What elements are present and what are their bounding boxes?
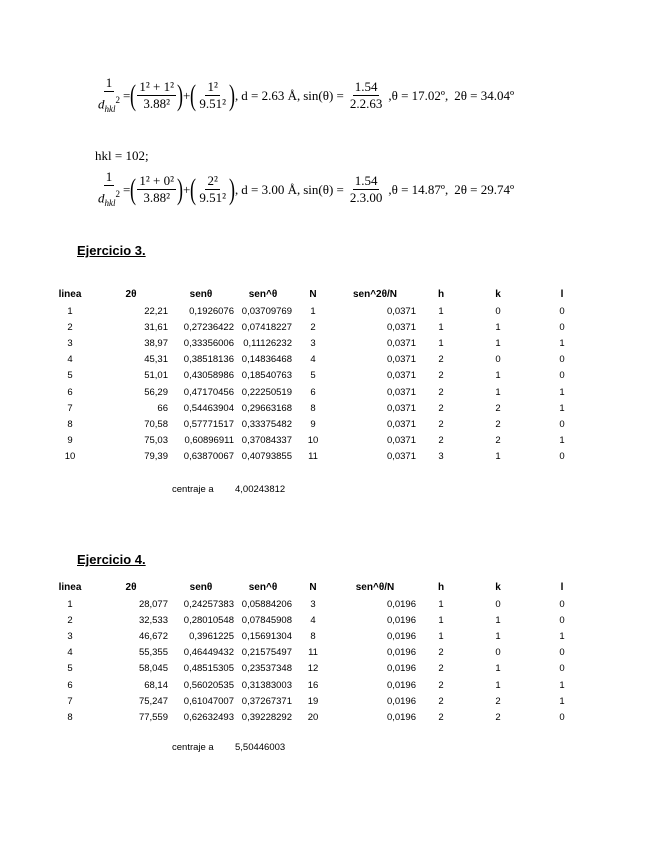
equals-sign: =: [123, 87, 131, 103]
cell-sen-theta: 0,62632493: [183, 711, 234, 723]
eq1-lhs-numerator: 1: [105, 75, 113, 90]
cell-l: 0: [559, 418, 565, 430]
cell-sen2-theta: 0,15691304: [241, 630, 292, 642]
cell-sen2-theta: 0,37084337: [241, 435, 292, 447]
cell-sen-theta: 0,27236422: [183, 321, 234, 333]
cell-linea: 5: [67, 370, 73, 382]
equation-2: [95, 170, 514, 210]
cell-k: 2: [495, 711, 501, 723]
cell-h: 2: [438, 435, 444, 447]
cell-sen2-theta-over-n: 0,0371: [386, 386, 416, 398]
cell-sen-theta: 0,43058986: [183, 370, 234, 382]
cell-h: 1: [438, 598, 444, 610]
cell-l: 1: [559, 695, 565, 707]
cell-sen-theta: 0,33356006: [183, 337, 234, 349]
col-header-2theta: 2θ: [125, 582, 137, 593]
cell-n: 11: [308, 451, 318, 463]
col-header-h: h: [437, 289, 445, 300]
eq1-theta-value: θ = 17.02º,: [391, 87, 449, 103]
cell-n: 4: [310, 354, 316, 366]
cell-2theta: 28,077: [138, 598, 168, 610]
table-row: [46, 677, 594, 693]
col-header-sen-theta: senθ: [189, 582, 213, 593]
cell-sen-theta: 0,24257383: [183, 598, 234, 610]
cell-2theta: 55,355: [138, 647, 168, 659]
col-header-sen-theta: senθ: [189, 289, 213, 300]
eq1-term1-denominator: 3.88²: [143, 96, 170, 112]
cell-l: 0: [559, 370, 565, 382]
col-header-sen2-theta-over-n: sen^θ/N: [355, 582, 395, 593]
cell-n: 1: [310, 305, 316, 317]
cell-sen2-theta: 0,33375482: [241, 418, 292, 430]
ejercicio-3-table: [46, 286, 594, 465]
right-paren: ): [176, 172, 183, 206]
col-header-linea: linea: [58, 289, 82, 300]
cell-k: 0: [495, 305, 501, 317]
table-row: [46, 352, 594, 368]
cell-sen-theta: 0,38518136: [183, 354, 234, 366]
table-row: [46, 628, 594, 644]
cell-l: 0: [559, 614, 565, 626]
cell-2theta: 75,03: [144, 435, 168, 447]
cell-l: 0: [559, 663, 565, 675]
cell-sen2-theta: 0,07418227: [241, 321, 292, 333]
eq2-sin-denominator: 2.3.00: [349, 190, 383, 206]
cell-sen2-theta-over-n: 0,0371: [386, 337, 416, 349]
cell-sen-theta: 0,28010548: [183, 614, 234, 626]
cell-h: 1: [438, 321, 444, 333]
eq2-lhs-numerator: 1: [105, 169, 113, 184]
eq1-term1-numerator: 1² + 1²: [139, 79, 174, 95]
cell-sen2-theta: 0,11126232: [243, 337, 292, 349]
eq1-sin-numerator: 1.54: [354, 79, 378, 95]
cell-n: 8: [310, 630, 316, 642]
cell-sen2-theta-over-n: 0,0371: [386, 402, 416, 414]
eq1-sin-fraction: [348, 80, 385, 111]
comma: ,: [296, 181, 301, 197]
table-row: [46, 384, 594, 400]
cell-k: 0: [495, 647, 501, 659]
cell-l: 0: [559, 598, 565, 610]
cell-2theta: 75,247: [138, 695, 168, 707]
col-header-k: k: [495, 582, 501, 593]
cell-sen2-theta: 0,03709769: [241, 305, 292, 317]
cell-h: 1: [438, 614, 444, 626]
cell-h: 2: [438, 370, 444, 382]
cell-sen2-theta-over-n: 0,0196: [386, 614, 416, 626]
cell-l: 0: [559, 354, 565, 366]
eq2-lhs-denominator: [96, 186, 122, 210]
left-paren: (: [130, 172, 137, 206]
cell-k: 1: [495, 321, 501, 333]
right-paren: ): [176, 78, 183, 112]
eq2-d-value: d = 3.00 Å: [241, 181, 297, 197]
cell-sen-theta: 0,3961225: [189, 630, 234, 642]
cell-2theta: 31,61: [144, 321, 168, 333]
cell-n: 9: [310, 418, 316, 430]
equation-1: [95, 76, 514, 116]
eq2-term1-denominator: 3.88²: [143, 190, 170, 206]
cell-n: 19: [307, 695, 319, 707]
eq1-hkl-subscript: hkl: [104, 103, 116, 114]
cell-n: 2: [310, 321, 316, 333]
cell-sen2-theta: 0,31383003: [241, 679, 292, 691]
table-row: [46, 416, 594, 432]
cell-linea: 4: [67, 647, 73, 659]
comma: ,: [388, 87, 392, 103]
cell-k: 1: [495, 679, 501, 691]
cell-h: 1: [438, 630, 444, 642]
cell-linea: 7: [67, 695, 73, 707]
cell-2theta: 38,97: [144, 337, 168, 349]
cell-sen2-theta-over-n: 0,0196: [386, 711, 416, 723]
eq2-sin-fraction: [348, 174, 385, 205]
cell-sen2-theta: 0,29663168: [241, 402, 292, 414]
cell-h: 2: [438, 418, 444, 430]
cell-h: 2: [438, 386, 444, 398]
col-header-sen2-theta: sen^θ: [248, 582, 278, 593]
cell-linea: 1: [67, 598, 73, 610]
table-header-row: [46, 579, 594, 596]
cell-linea: 4: [67, 354, 73, 366]
cell-n: 6: [310, 386, 316, 398]
table-row: [46, 661, 594, 677]
cell-k: 1: [495, 663, 501, 675]
cell-sen2-theta: 0,37267371: [241, 695, 292, 707]
eq2-sin-label: sin(θ) =: [303, 181, 344, 197]
cell-sen2-theta: 0,22250519: [241, 386, 292, 398]
cell-2theta: 22,21: [144, 305, 168, 317]
cell-2theta: 68,14: [144, 679, 168, 691]
cell-2theta: 70,58: [144, 418, 168, 430]
cell-k: 0: [495, 354, 501, 366]
cell-2theta: 51,01: [144, 370, 168, 382]
cell-2theta: 46,672: [138, 630, 168, 642]
eq2-sin-numerator: 1.54: [354, 173, 378, 189]
cell-linea: 5: [67, 663, 73, 675]
cell-sen2-theta-over-n: 0,0371: [386, 435, 416, 447]
table-row: [46, 400, 594, 416]
eq2-term2-fraction: [197, 174, 228, 205]
cell-2theta: 45,31: [144, 354, 168, 366]
cell-sen2-theta: 0,21575497: [241, 647, 292, 659]
cell-sen-theta: 0,56020535: [183, 679, 234, 691]
ejercicio-3-heading: Ejercicio 3.: [77, 243, 146, 258]
table-row: [46, 596, 594, 612]
cell-sen2-theta: 0,07845908: [241, 614, 292, 626]
cell-h: 2: [438, 647, 444, 659]
cell-sen2-theta-over-n: 0,0371: [386, 370, 416, 382]
ejercicio-4-table: [46, 579, 594, 726]
table-header-row: [46, 286, 594, 303]
cell-l: 0: [559, 711, 565, 723]
col-header-l: l: [560, 582, 564, 593]
cell-sen2-theta-over-n: 0,0371: [386, 451, 416, 463]
cell-sen-theta: 0,47170456: [183, 386, 234, 398]
eq1-d-symbol: d: [98, 96, 105, 112]
cell-sen2-theta-over-n: 0,0196: [386, 630, 416, 642]
cell-k: 2: [495, 435, 501, 447]
cell-k: 1: [495, 370, 501, 382]
cell-k: 1: [495, 337, 501, 349]
table-row: [46, 303, 594, 319]
cell-2theta: 79,39: [144, 451, 168, 463]
eq1-square-superscript: 2: [115, 95, 120, 105]
cell-sen-theta: 0,60896911: [184, 435, 234, 447]
cell-n: 3: [310, 598, 316, 610]
cell-k: 0: [495, 598, 501, 610]
plus-sign: +: [182, 181, 191, 197]
eq1-sin-denominator: 2.2.63: [349, 96, 383, 112]
centraje-value: 4,00243812: [235, 484, 286, 495]
cell-l: 0: [559, 321, 565, 333]
table-row: [46, 319, 594, 335]
cell-n: 20: [307, 711, 319, 723]
cell-linea: 10: [64, 451, 76, 463]
table-row: [46, 433, 594, 449]
cell-sen2-theta-over-n: 0,0196: [386, 663, 416, 675]
cell-h: 2: [438, 663, 444, 675]
cell-n: 5: [310, 370, 316, 382]
cell-n: 11: [308, 647, 318, 659]
cell-sen2-theta-over-n: 0,0371: [386, 305, 416, 317]
table-row: [46, 645, 594, 661]
col-header-sen2-theta: sen^θ: [248, 289, 278, 300]
cell-sen-theta: 0,63870067: [183, 451, 234, 463]
cell-sen2-theta-over-n: 0,0196: [386, 679, 416, 691]
ejercicio-4-heading: Ejercicio 4.: [77, 552, 146, 567]
cell-k: 1: [495, 451, 501, 463]
cell-l: 1: [559, 630, 565, 642]
cell-h: 2: [438, 402, 444, 414]
table-row: [46, 709, 594, 725]
eq1-lhs-fraction: [96, 76, 122, 116]
cell-linea: 7: [67, 402, 73, 414]
comma: ,: [296, 87, 301, 103]
cell-2theta: 56,29: [144, 386, 168, 398]
eq1-term2-denominator: 9.51²: [199, 96, 226, 112]
cell-sen2-theta-over-n: 0,0196: [386, 695, 416, 707]
cell-sen2-theta: 0,40793855: [241, 451, 292, 463]
cell-l: 0: [559, 647, 565, 659]
eq2-theta-value: θ = 14.87º,: [391, 181, 449, 197]
left-paren: (: [190, 172, 197, 206]
cell-l: 1: [559, 337, 565, 349]
cell-2theta: 66: [157, 402, 168, 414]
table-row: [46, 693, 594, 709]
col-header-linea: linea: [58, 582, 82, 593]
cell-linea: 3: [67, 337, 73, 349]
cell-h: 2: [438, 711, 444, 723]
cell-sen2-theta-over-n: 0,0196: [386, 598, 416, 610]
cell-sen2-theta: 0,18540763: [241, 370, 292, 382]
table-row: [46, 612, 594, 628]
eq1-lhs-denominator: [96, 92, 122, 116]
cell-sen2-theta-over-n: 0,0371: [386, 321, 416, 333]
col-header-sen2-theta-over-n: sen^2θ/N: [352, 289, 398, 300]
cell-sen2-theta: 0,05884206: [241, 598, 292, 610]
comma: ,: [234, 87, 239, 103]
cell-sen-theta: 0,1926076: [189, 305, 234, 317]
cell-h: 1: [438, 305, 444, 317]
col-header-k: k: [495, 289, 501, 300]
cell-n: 12: [307, 663, 319, 675]
cell-n: 10: [307, 435, 319, 447]
left-paren: (: [190, 78, 197, 112]
cell-n: 3: [310, 337, 316, 349]
cell-sen-theta: 0,54463904: [183, 402, 234, 414]
col-header-l: l: [560, 289, 564, 300]
eq2-term1-fraction: [137, 174, 176, 205]
table-row: [46, 368, 594, 384]
cell-k: 1: [495, 630, 501, 642]
right-paren: ): [228, 172, 235, 206]
cell-sen2-theta: 0,23537348: [241, 663, 292, 675]
eq1-d-value: d = 2.63 Å: [241, 87, 297, 103]
cell-linea: 6: [67, 679, 73, 691]
cell-linea: 2: [67, 321, 73, 333]
eq1-term1-fraction: [137, 80, 176, 111]
plus-sign: +: [182, 87, 191, 103]
cell-sen2-theta: 0,39228292: [241, 711, 292, 723]
hkl-label: hkl = 102;: [95, 148, 149, 163]
eq1-term2-numerator: 1²: [207, 79, 218, 95]
cell-h: 2: [438, 695, 444, 707]
right-paren: ): [228, 78, 235, 112]
ejercicio-4-table-body: [46, 596, 594, 726]
eq2-square-superscript: 2: [115, 189, 120, 199]
col-header-n: N: [309, 289, 317, 300]
cell-2theta: 32,533: [138, 614, 168, 626]
cell-l: 0: [559, 451, 565, 463]
cell-h: 3: [438, 451, 444, 463]
cell-sen2-theta-over-n: 0,0196: [386, 647, 416, 659]
cell-l: 1: [559, 386, 565, 398]
eq1-sin-label: sin(θ) =: [303, 87, 344, 103]
eq1-term2-fraction: [197, 80, 228, 111]
cell-2theta: 77,559: [138, 711, 168, 723]
cell-l: 1: [559, 435, 565, 447]
cell-linea: 3: [67, 630, 73, 642]
equals-sign: =: [123, 181, 131, 197]
cell-linea: 1: [67, 305, 73, 317]
eq2-hkl-subscript: hkl: [104, 197, 116, 208]
comma: ,: [388, 181, 392, 197]
cell-linea: 6: [67, 386, 73, 398]
eq2-term2-denominator: 9.51²: [199, 190, 226, 206]
col-header-n: N: [309, 582, 317, 593]
cell-sen-theta: 0,46449432: [183, 647, 234, 659]
cell-k: 1: [495, 614, 501, 626]
centraje-value: 5,50446003: [235, 742, 286, 753]
eq2-lhs-fraction: [96, 170, 122, 210]
cell-sen2-theta-over-n: 0,0371: [386, 354, 416, 366]
cell-n: 4: [310, 614, 316, 626]
eq2-term2-numerator: 2²: [207, 173, 218, 189]
table-row: [46, 449, 594, 465]
cell-k: 2: [495, 418, 501, 430]
cell-sen2-theta-over-n: 0,0371: [386, 418, 416, 430]
eq2-d-symbol: d: [98, 190, 105, 206]
comma: ,: [234, 181, 239, 197]
cell-sen-theta: 0,48515305: [183, 663, 234, 675]
centraje-label: centraje a: [172, 742, 214, 753]
ejercicio-4-centraje: [172, 742, 286, 753]
eq2-two-theta-value: 2θ = 29.74º: [454, 181, 515, 197]
cell-linea: 9: [67, 435, 73, 447]
eq2-term1-numerator: 1² + 0²: [139, 173, 174, 189]
cell-l: 1: [559, 679, 565, 691]
cell-n: 16: [307, 679, 319, 691]
cell-linea: 2: [67, 614, 73, 626]
eq1-two-theta-value: 2θ = 34.04º: [454, 87, 515, 103]
centraje-label: centraje a: [172, 484, 214, 495]
cell-2theta: 58,045: [138, 663, 168, 675]
cell-sen2-theta: 0,14836468: [241, 354, 292, 366]
col-header-h: h: [437, 582, 445, 593]
cell-l: 1: [559, 402, 565, 414]
left-paren: (: [130, 78, 137, 112]
cell-n: 8: [310, 402, 316, 414]
ejercicio-3-centraje: [172, 484, 286, 495]
cell-sen-theta: 0,61047007: [183, 695, 234, 707]
cell-l: 0: [559, 305, 565, 317]
cell-h: 2: [438, 679, 444, 691]
cell-linea: 8: [67, 711, 73, 723]
cell-h: 2: [438, 354, 444, 366]
col-header-2theta: 2θ: [125, 289, 137, 300]
cell-k: 1: [495, 386, 501, 398]
table-row: [46, 335, 594, 351]
ejercicio-3-table-body: [46, 303, 594, 465]
cell-h: 1: [438, 337, 444, 349]
cell-linea: 8: [67, 418, 73, 430]
cell-k: 2: [495, 402, 501, 414]
cell-k: 2: [495, 695, 501, 707]
cell-sen-theta: 0,57771517: [183, 418, 234, 430]
